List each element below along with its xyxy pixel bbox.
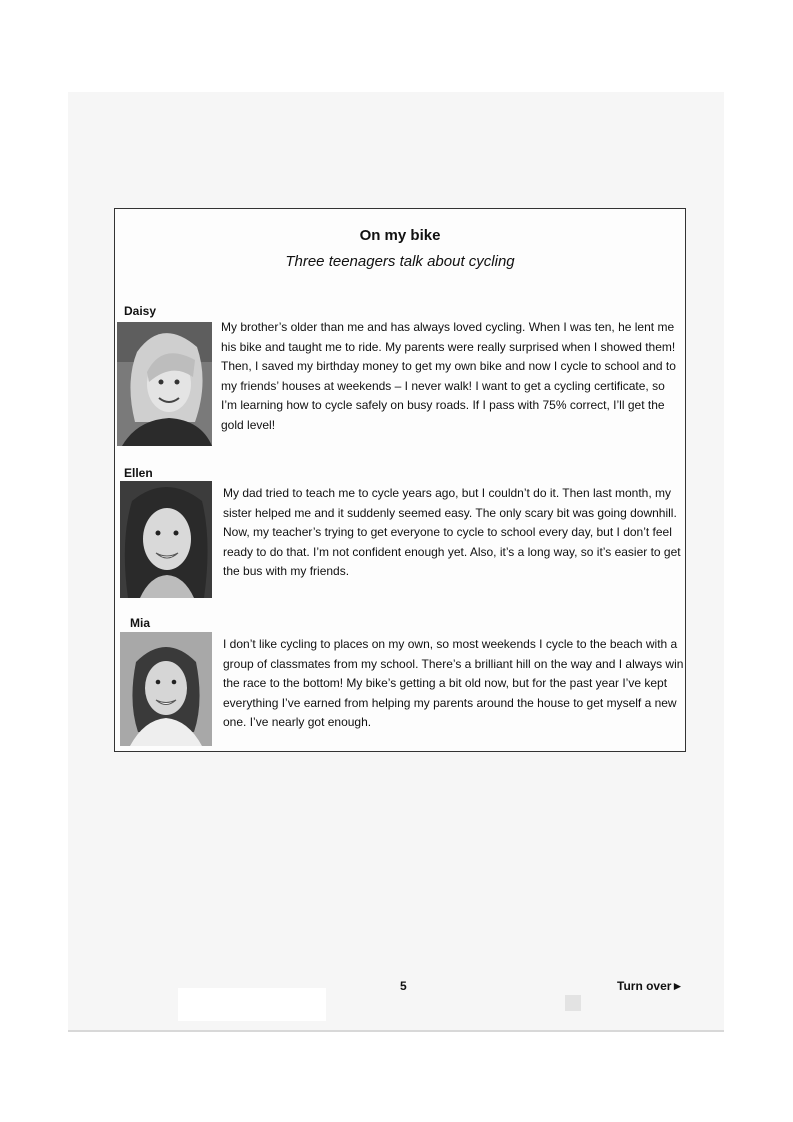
portrait-icon [117,322,212,446]
portrait-icon [120,632,212,746]
mia-photo [120,632,212,746]
portrait-icon [120,481,212,598]
page-edge [68,1030,724,1032]
turn-over-label: Turn over► [617,979,684,993]
ellen-name: Ellen [124,466,153,480]
mia-name: Mia [130,616,151,630]
daisy-text: My brother’s older than me and has always loved cycling. When I was ten, he lent me his bike and taught me to ride. My parents were really surprised when I showed them! Then, I saved my birthday money to get my own bike and now I cycle to school and to my friends’ houses at weekends – I never walk! I want to get a cycling certificate, so I’m learning how to cycle safely on busy roads. If I pass with 75% correct, I’ll get the gold level! [221,320,676,432]
article-subtitle: Three teenagers talk about cycling [285,253,515,270]
mia-text: I don’t like cycling to places on my own, so most weekends I cycle to the beach with a group of classmates from my school. There’s a brilliant hill on the way and I always win the race to the bottom! My bike’s getting a bit old now, but for the past year I’ve kept everything I’ve earned from helping my parents around the house to get myself a new one. I’ve nearly got enough. [223,637,684,730]
ellen-photo [120,481,212,598]
page-number: 5 [400,979,407,993]
barcode-square [565,995,581,1011]
ellen-text: My dad tried to teach me to cycle years ago, but I couldn’t do it. Then last month, my sister helped me and it suddenly seemed easy. The only scary bit was going downhill. Now, my teacher’s trying to get everyone to cycle to school every day, but I don’t feel ready to do that. I’m not confident enough yet. Also, it’s a long way, so it’s easier to get the bus with my friends. [223,486,681,579]
daisy-photo [117,322,212,446]
blank-patch [178,988,326,1021]
article-title: On my bike [359,227,441,244]
daisy-name: Daisy [124,304,157,318]
